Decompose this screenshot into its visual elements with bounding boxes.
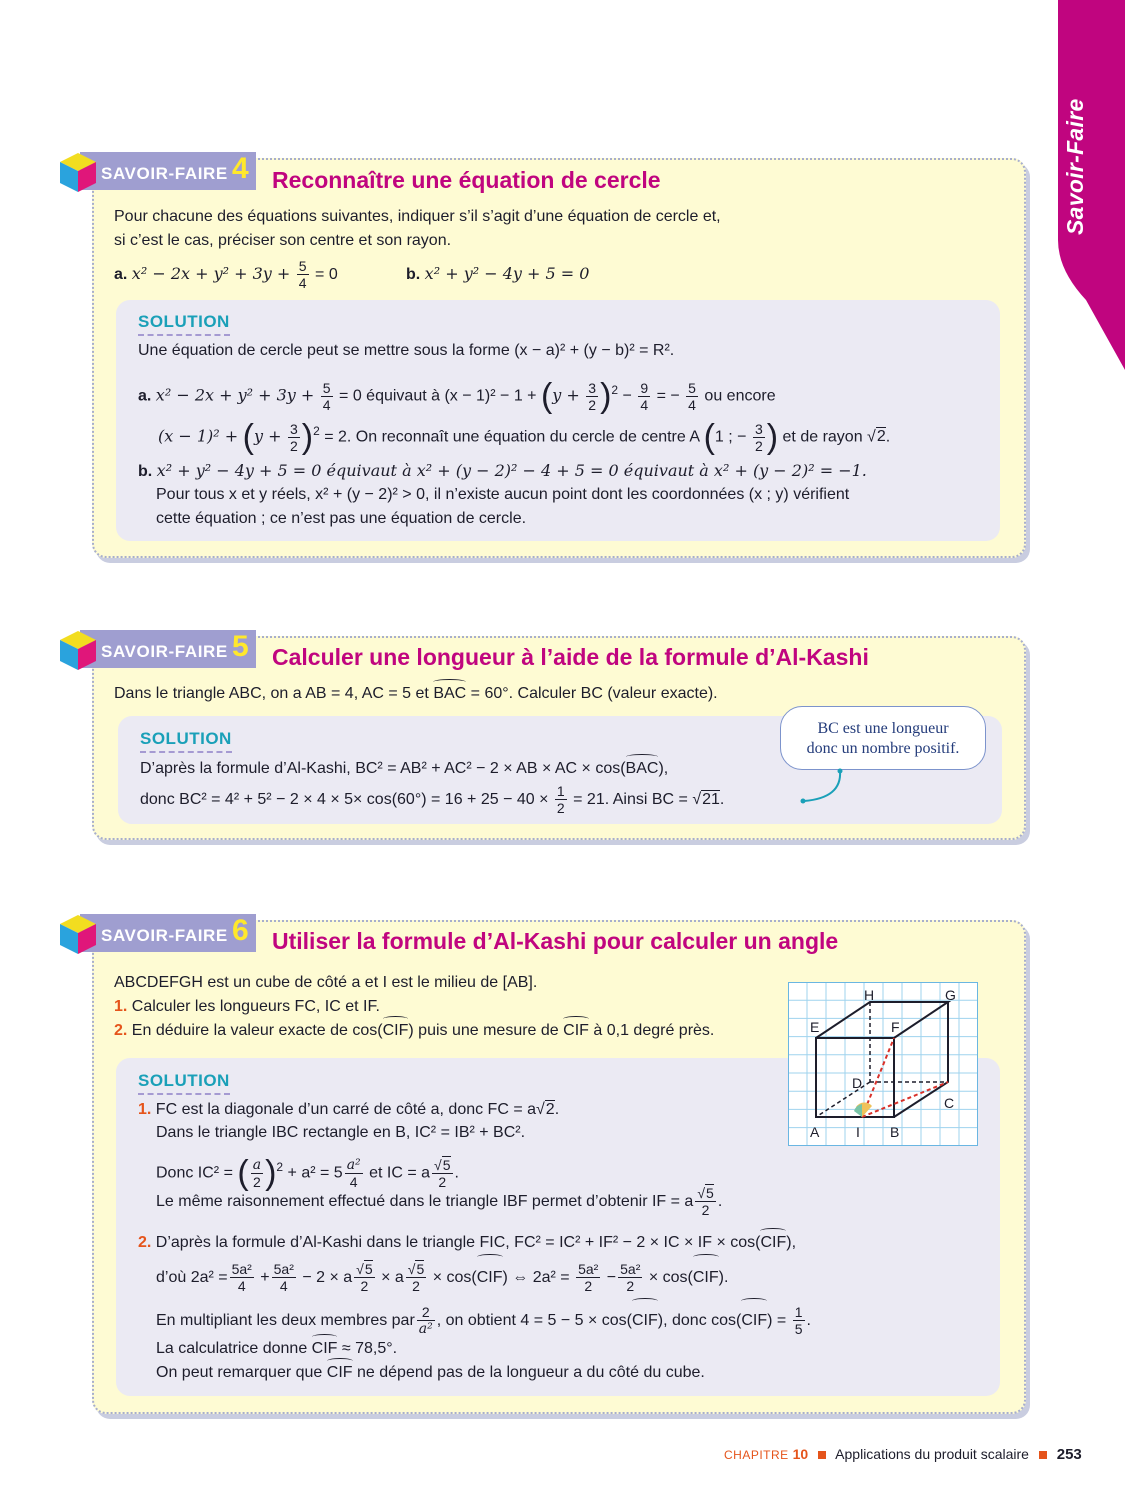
chapter-label: CHAPITRE bbox=[724, 1448, 789, 1462]
square-icon bbox=[818, 1451, 826, 1459]
sf6-sol-2-line5: On peut remarquer que CIF ne dépend pas de la longueur a du côté du cube. bbox=[156, 1362, 705, 1384]
savoir-faire-label: SAVOIR-FAIRE bbox=[101, 642, 228, 661]
sf6-question-2: 2. En déduire la valeur exacte de cos(CIF) puis une mesure de CIF à 0,1 degré près. bbox=[114, 1020, 714, 1042]
sf6-question-1: 1. Calculer les longueurs FC, IC et IF. bbox=[114, 998, 380, 1015]
footer bbox=[724, 1446, 1082, 1463]
savoir-faire-4-title: Reconnaître une équation de cercle bbox=[272, 167, 661, 193]
label-i: I bbox=[856, 1124, 860, 1140]
label-e: E bbox=[810, 1019, 820, 1035]
solution-heading: SOLUTION bbox=[138, 312, 230, 336]
label-g: G bbox=[945, 987, 956, 1003]
label-a: A bbox=[810, 1124, 820, 1140]
sf6-sol-1-line3: Donc IC² = ( $\frac{a}{2}$ )$^2$ + a² = 5 $\frac{\text{a²}}{4}$ et IC = a $\frac{√5}{2}$ . bbox=[156, 1154, 459, 1193]
sf6-statement: ABCDEFGH est un cube de côté a et I est le milieu de [AB]. bbox=[114, 974, 538, 991]
savoir-faire-label: SAVOIR-FAIRE bbox=[101, 164, 228, 183]
sf5-statement: Dans le triangle ABC, on a AB = 4, AC = 5 et BAC = 60°. Calculer BC (valeur exacte). bbox=[114, 683, 718, 705]
solution-heading: SOLUTION bbox=[138, 1071, 230, 1095]
savoir-faire-6-title: Utiliser la formule d’Al-Kashi pour calculer un angle bbox=[272, 928, 839, 954]
sf6-sol-2-line1: 2. D’après la formule d’Al-Kashi dans le triangle FIC, FC² = IC² + IF² − 2 × IC × IF × cos(CIF), bbox=[138, 1232, 796, 1254]
savoir-faire-5-title: Calculer une longueur à l’aide de la formule d’Al-Kashi bbox=[272, 644, 869, 670]
sf4-sol-b-line1: b. x² + y² − 4y + 5 = 0 équivaut à x² + (y − 2)² − 4 + 5 = 0 équivaut à x² + (y − 2)² = −1. bbox=[138, 461, 867, 480]
chapter-title: Applications du produit scalaire bbox=[835, 1446, 1029, 1462]
sf4-sol-b-line3: cette équation ; ce n’est pas une équation de cercle. bbox=[156, 510, 527, 527]
savoir-faire-number: 4 bbox=[232, 152, 249, 185]
sf4-sol-b-line2: Pour tous x et y réels, x² + (y − 2)² > 0, il n’existe aucun point dont les coordonnées (x ; y) vérifient bbox=[156, 486, 850, 503]
sf4-statement-line1: Pour chacune des équations suivantes, indiquer s’il s’agit d’une équation de cercle et, bbox=[114, 208, 721, 225]
sf6-sol-2-line3: En multipliant les deux membres par $\frac{2}{\text{a²}}$ , on obtient 4 = 5 − 5 × cos(CIF), donc cos(CIF) = $\frac{1}{5}$ . bbox=[156, 1302, 811, 1340]
label-f: F bbox=[891, 1019, 900, 1035]
sf6-sol-1-line2: Dans le triangle IBC rectangle en B, IC² = IB² + BC². bbox=[156, 1124, 526, 1141]
chapter-number: 10 bbox=[792, 1446, 809, 1462]
square-icon bbox=[1039, 1451, 1047, 1459]
bubble-pointer bbox=[796, 768, 856, 808]
sf6-sol-1-line1: 1. FC est la diagonale d’un carré de côté a, donc FC = a√2. bbox=[138, 1101, 560, 1118]
sf6-sol-2-line2: d’où 2a² = $\frac{\text{5a²}}{4}$ + $\frac{\text{5a²}}{4}$ − 2 × a $\frac{√5}{2}$ × a $\frac{√5}{2}$ × cos(CIF) ⇔ 2a² = $\frac{\text{5a²}}{2}$ − $\frac{\text{5a²}}{2}$ × cos(CIF). bbox=[156, 1258, 728, 1298]
sf4-sol-a-line1: a. x² − 2x + y² + 3y + $\frac{5}{4}$ = 0 équivaut à (x − 1)² − 1 + (y + $\frac{3}{2}$ )$^2$ − $\frac{9}{4}$ = − $\frac{5}{4}$ ou encore bbox=[138, 377, 776, 416]
solution-heading: SOLUTION bbox=[140, 729, 232, 753]
label-b: B bbox=[890, 1124, 900, 1140]
label-d: D bbox=[852, 1075, 863, 1091]
label-c: C bbox=[944, 1095, 955, 1111]
sf6-sol-1-line4: Le même raisonnement effectué dans le triangle IBF permet d’obtenir IF = a $\frac{√5}{2}$ . bbox=[156, 1185, 723, 1219]
sf5-sol-line2: donc BC² = 4² + 5² − 2 × 4 × 5× cos(60°) = 16 + 25 − 40 × $\frac{1}{2}$ = 21. Ainsi BC = √21. bbox=[140, 783, 725, 817]
savoir-faire-number: 5 bbox=[232, 630, 249, 663]
savoir-faire-number: 6 bbox=[232, 914, 249, 947]
label-h: H bbox=[864, 987, 875, 1003]
sf6-sol-2-line4: La calculatrice donne CIF ≈ 78,5°. bbox=[156, 1338, 397, 1360]
cube-figure bbox=[788, 982, 978, 1146]
sf4-equation-b: b. x² + y² − 4y + 5 = 0 bbox=[406, 264, 590, 283]
sf4-sol-intro: Une équation de cercle peut se mettre sous la forme (x − a)² + (y − b)² = R². bbox=[138, 342, 675, 359]
note-bubble: BC est une longueur donc un nombre positif. bbox=[780, 706, 986, 770]
sf4-equation-a: a. x² − 2x + y² + 3y + $\frac{5}{4}$ = 0 bbox=[114, 258, 338, 292]
sf4-sol-a-line2: (x − 1)² + (y + $\frac{3}{2}$ )$^2$ = 2. On reconnaît une équation du cercle de centre A (1 ; − $\frac{3}{2}$ ) et de rayon √2. bbox=[158, 418, 891, 457]
savoir-faire-label: SAVOIR-FAIRE bbox=[101, 926, 228, 945]
sf4-statement-line2: si c’est le cas, préciser son centre et son rayon. bbox=[114, 232, 452, 249]
sf5-sol-line1: D’après la formule d’Al-Kashi, BC² = AB² + AC² − 2 × AB × AC × cos(BAC), bbox=[140, 758, 668, 780]
page-number: 253 bbox=[1056, 1446, 1082, 1463]
